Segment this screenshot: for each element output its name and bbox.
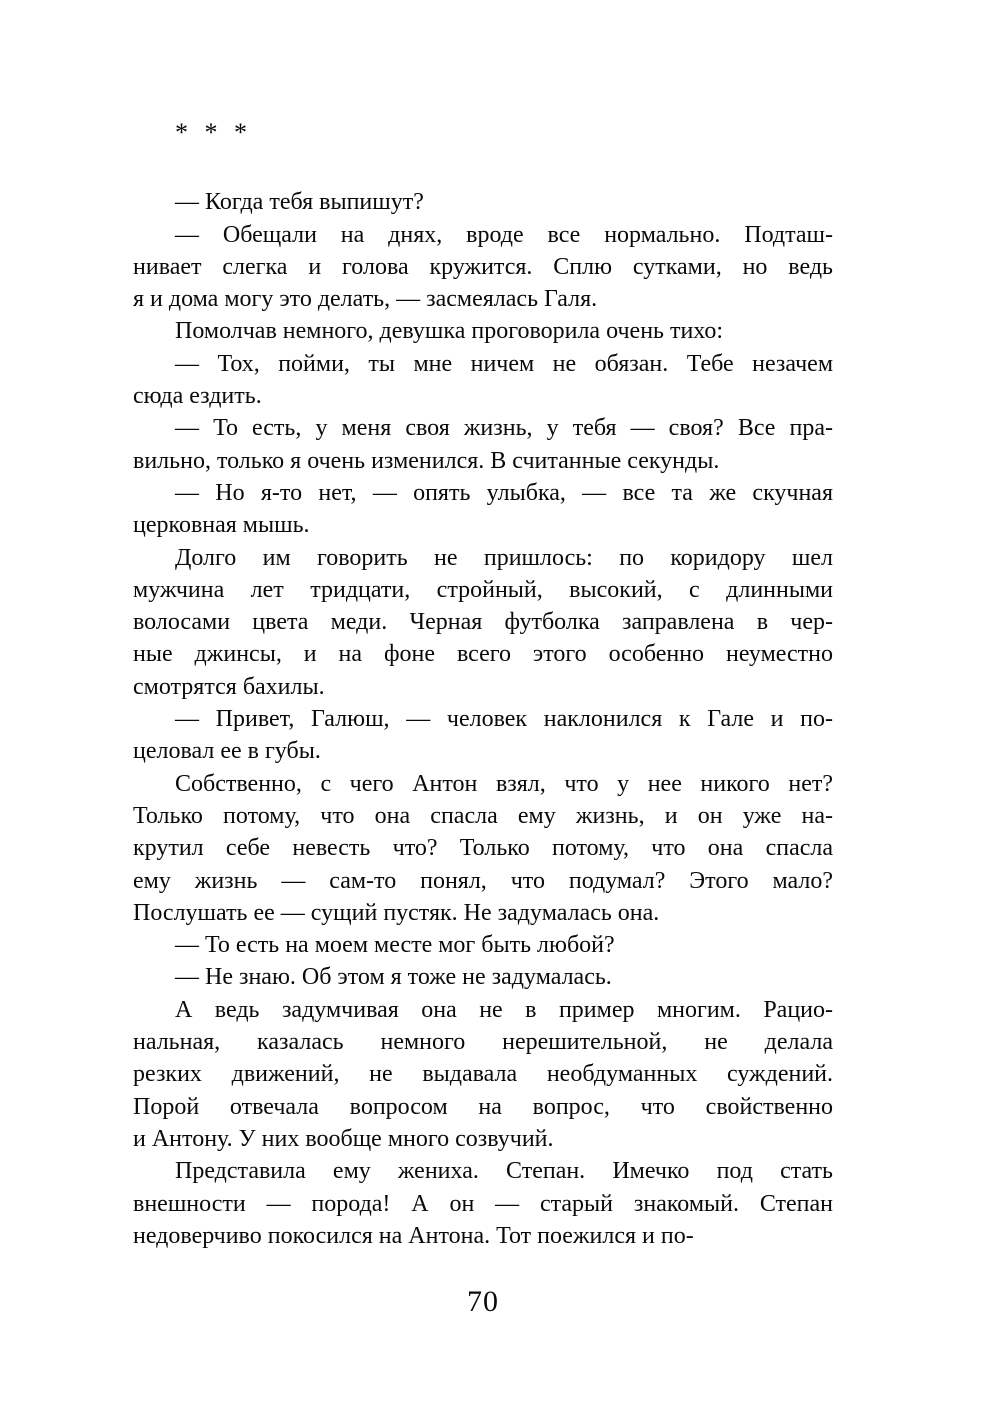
paragraph	[133, 477, 833, 542]
text-line: ему жизнь — сам-то понял, что подумал? Этого мало?	[133, 867, 833, 894]
text-line: — Когда тебя выпишут?	[175, 189, 424, 216]
text-line: целовал ее в губы.	[133, 738, 321, 765]
paragraph	[133, 703, 833, 768]
text-line: внешности — порода! А он — старый знакомый. Степан	[133, 1190, 833, 1217]
text-line: волосами цвета меди. Черная футболка заправлена в чер-	[133, 609, 833, 636]
text-line: нальная, казалась немного нерешительной, не делала	[133, 1029, 833, 1056]
text-line: церковная мышь.	[133, 512, 310, 539]
text-line: Послушать ее — сущий пустяк. Не задумалась она.	[133, 899, 660, 926]
text-line: недоверчиво покосился на Антона. Тот поежился и по-	[133, 1222, 694, 1249]
paragraph	[133, 219, 833, 316]
text-line: Только потому, что она спасла ему жизнь, и он уже на-	[133, 802, 833, 829]
paragraph	[133, 412, 833, 477]
section-break: * * *	[175, 118, 252, 147]
paragraph	[133, 961, 833, 993]
text-line: Собственно, с чего Антон взял, что у нее никого нет?	[175, 770, 833, 797]
text-line: Порой отвечала вопросом на вопрос, что свойственно	[133, 1093, 833, 1120]
text-line: — Обещали на днях, вроде все нормально. Подташ-	[175, 221, 833, 248]
text-line: и Антону. У них вообще много созвучий.	[133, 1125, 554, 1152]
text-line: нивает слегка и голова кружится. Сплю сутками, но ведь	[133, 253, 833, 280]
paragraph	[133, 186, 833, 218]
text-line: смотрятся бахилы.	[133, 673, 325, 700]
text-line: Долго им говорить не пришлось: по коридору шел	[175, 544, 833, 571]
text-line: крутил себе невесть что? Только потому, что она спасла	[133, 835, 833, 862]
text-line: Представила ему жениха. Степан. Имечко под стать	[175, 1158, 833, 1185]
paragraph	[133, 994, 833, 1155]
text-line: — Привет, Галюш, — человек наклонился к Гале и по-	[175, 706, 833, 733]
paragraph	[133, 348, 833, 413]
paragraph	[133, 315, 833, 347]
paragraph	[133, 542, 833, 703]
text-line: А ведь задумчивая она не в пример многим. Рацио-	[175, 996, 833, 1023]
text-line: — То есть, у меня своя жизнь, у тебя — своя? Все пра-	[175, 415, 833, 442]
text-line: я и дома могу это делать, — засмеялась Галя.	[133, 286, 598, 313]
text-line: — Не знаю. Об этом я тоже не задумалась.	[175, 964, 612, 991]
text-line: Помолчав немного, девушка проговорила очень тихо:	[175, 318, 724, 345]
text-line: — Тох, пойми, ты мне ничем не обязан. Тебе незачем	[175, 350, 833, 377]
text-line: вильно, только я очень изменился. В считанные секунды.	[133, 447, 720, 474]
text-line: резких движений, не выдавала необдуманных суждений.	[133, 1061, 833, 1088]
paragraph	[133, 929, 833, 961]
text-line: ные джинсы, и на фоне всего этого особенно неуместно	[133, 641, 833, 668]
text-line: сюда ездить.	[133, 383, 262, 410]
body-text	[133, 117, 833, 1318]
text-line: — То есть на моем месте мог быть любой?	[175, 932, 615, 959]
paragraph	[133, 1155, 833, 1252]
paragraphs-container	[133, 186, 833, 1252]
paragraph	[133, 768, 833, 929]
text-line: — Но я-то нет, — опять улыбка, — все та же скучная	[175, 479, 833, 506]
page-number: 70	[467, 1285, 499, 1319]
text-line: мужчина лет тридцати, стройный, высокий, с длинными	[133, 576, 833, 603]
